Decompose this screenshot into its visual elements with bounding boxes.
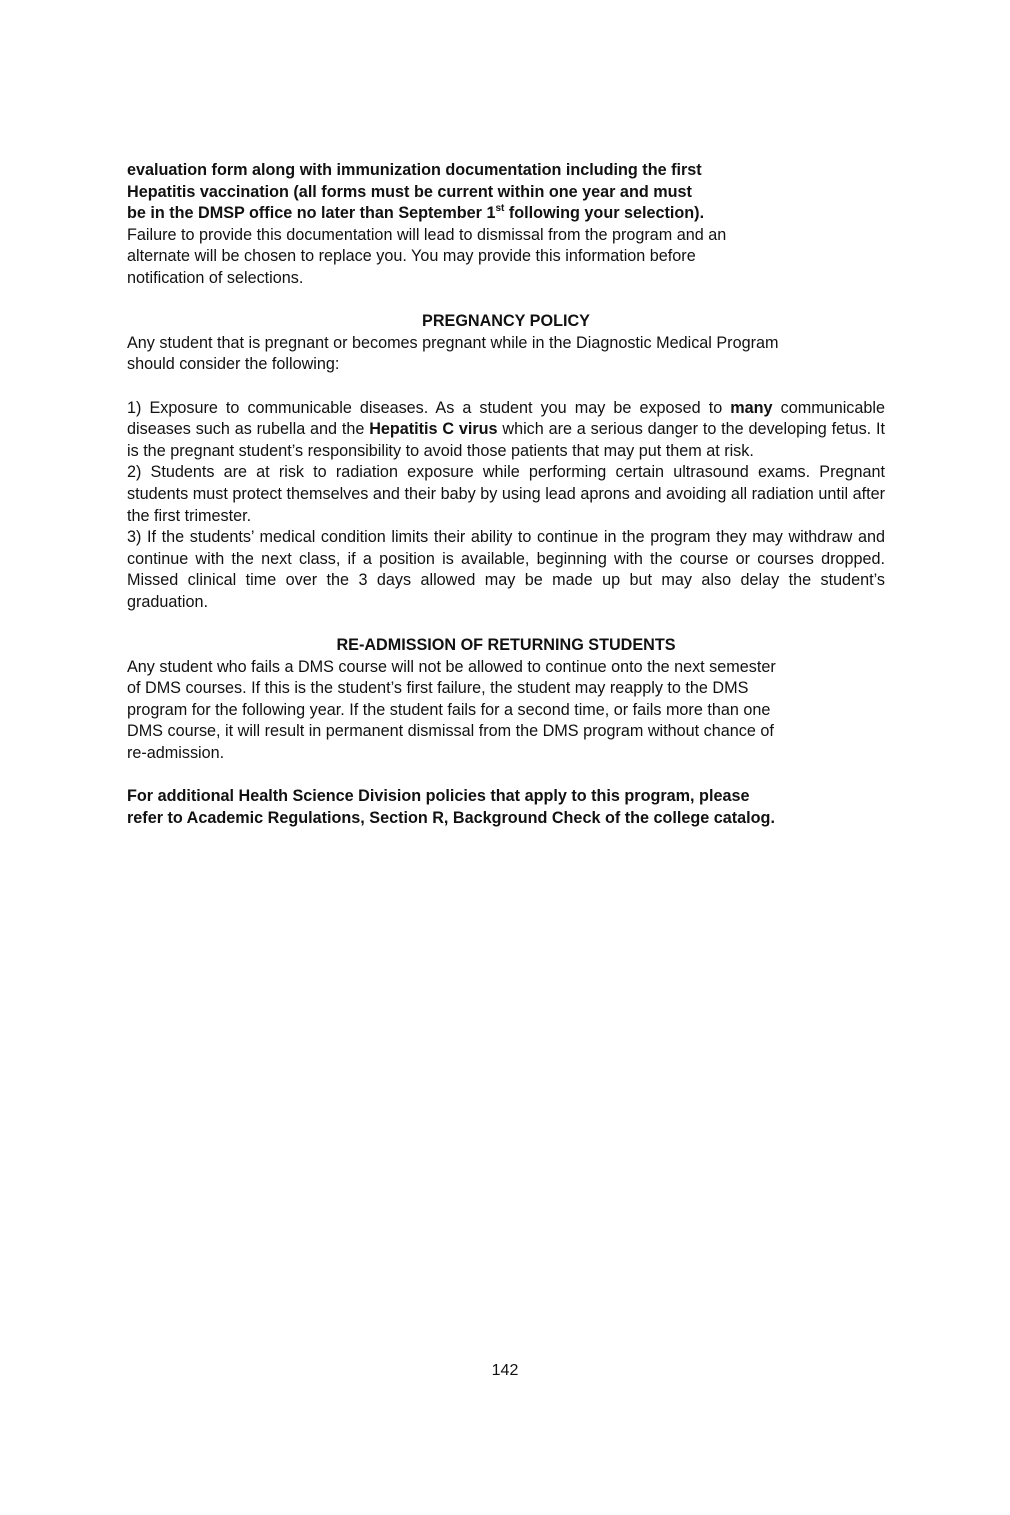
readmission-line-2: of DMS courses. If this is the student’s first failure, the student may reapply to the DMS xyxy=(127,679,749,698)
item1-bold-many: many xyxy=(730,398,773,417)
intro-bold-line-3 xyxy=(127,203,885,225)
item1-text-a: 1) Exposure to communicable diseases. As a student you may be exposed to xyxy=(127,398,731,417)
spacer xyxy=(127,613,885,635)
spacer xyxy=(127,290,885,312)
readmission-section xyxy=(127,635,885,765)
item1-bold-hepatitis: Hepatitis C virus xyxy=(369,420,498,439)
footer-note xyxy=(127,786,885,829)
pregnancy-policy-heading: PREGNANCY POLICY xyxy=(422,312,590,331)
intro-paragraph xyxy=(127,160,885,290)
pregnancy-intro-line-1: Any student that is pregnant or becomes pregnant while in the Diagnostic Medical Program xyxy=(127,333,779,352)
readmission-heading: RE-ADMISSION OF RETURNING STUDENTS xyxy=(336,636,676,655)
pregnancy-item-2: 2) Students are at risk to radiation exposure while performing certain ultrasound exams. Pregnant students must protect themselves and their baby by using lead aprons and avoiding all radiation until after the first trimester. xyxy=(127,463,885,525)
readmission-line-1: Any student who fails a DMS course will not be allowed to continue onto the next semester xyxy=(127,657,776,676)
intro-bold-line-3-pre: be in the DMSP office no later than September 1 xyxy=(127,204,496,223)
intro-line-4: Failure to provide this documentation will lead to dismissal from the program and an xyxy=(127,225,727,244)
page-number: 142 xyxy=(491,1362,519,1379)
intro-line-6: notification of selections. xyxy=(127,268,304,287)
intro-bold-line-1: evaluation form along with immunization documentation including the first xyxy=(127,161,702,179)
item1-text-b: communicable diseases such as rubella and the xyxy=(127,398,885,439)
spacer xyxy=(127,765,885,787)
spacer xyxy=(127,376,885,398)
footer-note-line-1: For additional Health Science Division policies that apply to this program, please xyxy=(127,787,750,806)
pregnancy-intro-line-2: should consider the following: xyxy=(127,355,340,374)
pregnancy-item-3: 3) If the students’ medical condition limits their ability to continue in the program they may withdraw and continue with the next class, if a position is available, beginning with the course or courses dropped. Missed clinical time over the 3 days allowed may be made up but may also delay the student’s graduation. xyxy=(127,528,885,611)
intro-line-5: alternate will be chosen to replace you. You may provide this information before xyxy=(127,247,696,266)
footer-note-line-2: refer to Academic Regulations, Section R, Background Check of the college catalog. xyxy=(127,808,775,827)
ordinal-superscript: st xyxy=(495,202,505,214)
pregnancy-policy-section xyxy=(127,311,885,613)
readmission-line-3: program for the following year. If the student fails for a second time, or fails more than one xyxy=(127,700,771,719)
intro-bold-line-3-post: following your selection). xyxy=(504,204,705,223)
pregnancy-item-1 xyxy=(127,398,885,463)
intro-bold-line-2: Hepatitis vaccination (all forms must be current within one year and must xyxy=(127,182,692,201)
document-body xyxy=(127,160,885,829)
item1-text-c: which are a serious danger to the developing fetus. It is the pregnant student’s responsibility to avoid those patients that may put them at risk. xyxy=(127,420,885,460)
readmission-line-4: DMS course, it will result in permanent dismissal from the DMS program without chance of xyxy=(127,722,774,741)
readmission-line-5: re-admission. xyxy=(127,744,225,763)
